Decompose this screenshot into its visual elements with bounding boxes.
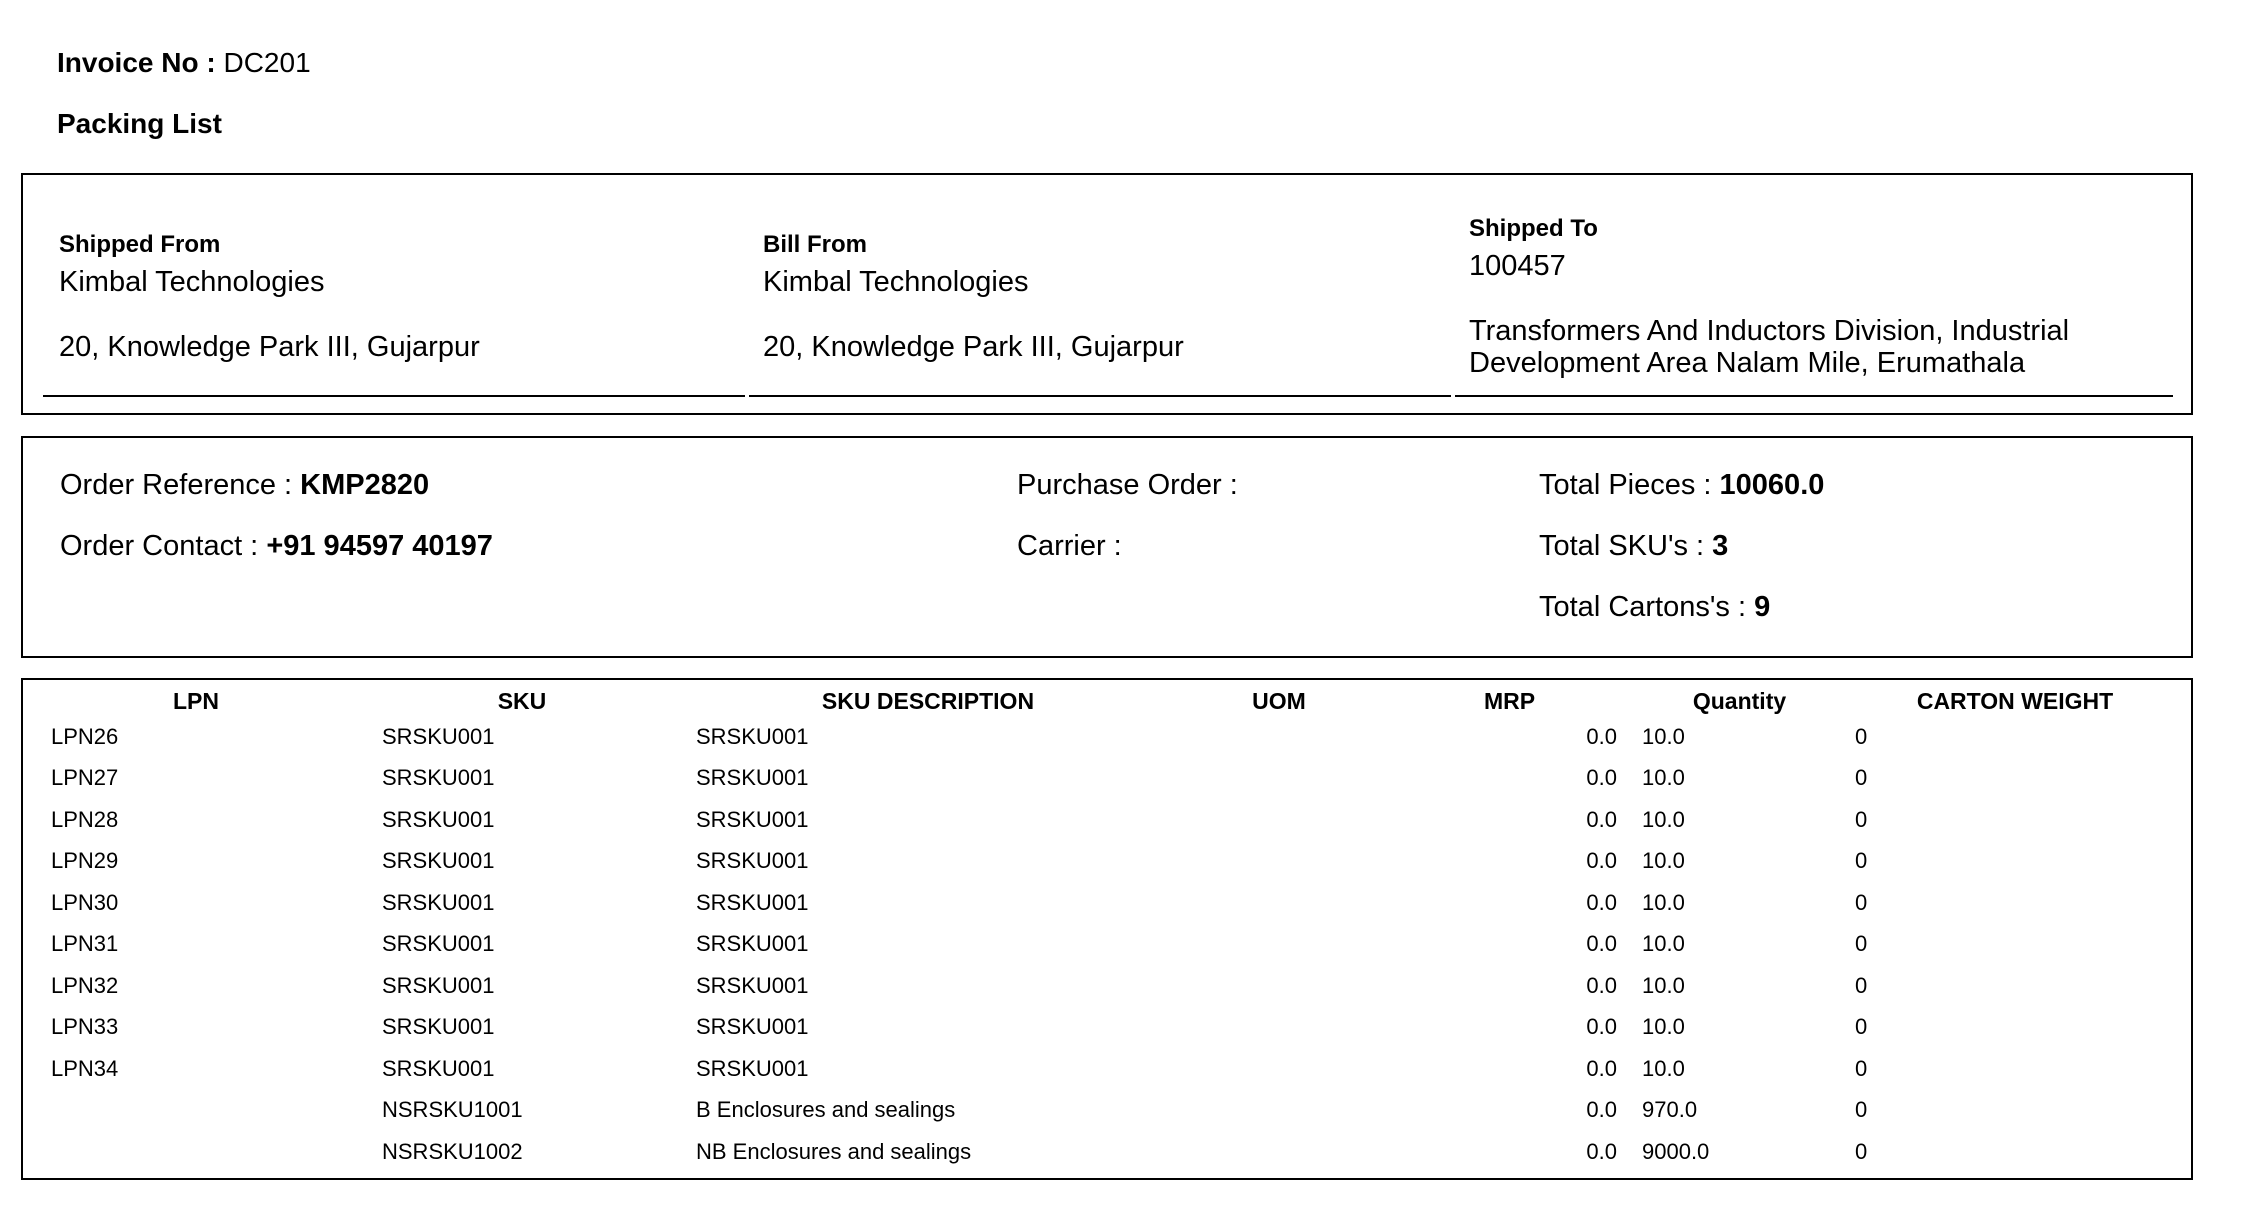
cell-quantity: 10.0 bbox=[1642, 972, 1685, 998]
table-row bbox=[33, 799, 2183, 841]
table-row bbox=[33, 1090, 2183, 1132]
table-row bbox=[33, 965, 2183, 1007]
cell-sku-description: SRSKU001 bbox=[696, 889, 809, 915]
cell-sku-description: SRSKU001 bbox=[696, 765, 809, 791]
cell-sku: SRSKU001 bbox=[382, 972, 495, 998]
shipped-from-name: Kimbal Technologies bbox=[59, 266, 325, 298]
cell-sku-description: SRSKU001 bbox=[696, 1014, 809, 1040]
cell-sku: SRSKU001 bbox=[382, 765, 495, 791]
shipped-from-address: 20, Knowledge Park III, Gujarpur bbox=[59, 331, 480, 363]
cell-sku: SRSKU001 bbox=[382, 848, 495, 874]
cell-lpn: LPN28 bbox=[51, 806, 119, 832]
column-header-sku: SKU bbox=[497, 687, 547, 714]
table-row bbox=[33, 924, 2183, 966]
cell-mrp: 0.0 bbox=[1586, 931, 1617, 957]
table-header-row bbox=[33, 686, 2183, 716]
cell-sku: SRSKU001 bbox=[382, 1055, 495, 1081]
cell-lpn: LPN27 bbox=[51, 765, 119, 791]
bill-from-label: Bill From bbox=[763, 231, 868, 258]
invoice-number-value: DC201 bbox=[223, 47, 311, 78]
shipped-to-label: Shipped To bbox=[1469, 215, 1598, 242]
cell-carton-weight: 0 bbox=[1855, 972, 1868, 998]
cell-carton-weight: 0 bbox=[1855, 806, 1868, 832]
invoice-number-label: Invoice No : bbox=[57, 47, 216, 78]
cell-lpn: LPN29 bbox=[51, 848, 119, 874]
table-row bbox=[33, 1131, 2183, 1173]
cell-carton-weight: 0 bbox=[1855, 1055, 1868, 1081]
order-reference-label: Order Reference : bbox=[60, 469, 293, 501]
cell-lpn: LPN34 bbox=[51, 1055, 119, 1081]
cell-uom bbox=[1171, 1007, 1387, 1049]
cell-mrp: 0.0 bbox=[1586, 1097, 1617, 1123]
table-row bbox=[33, 758, 2183, 800]
cell-carton-weight: 0 bbox=[1855, 889, 1868, 915]
cell-lpn: LPN33 bbox=[51, 1014, 119, 1040]
total-cartons-value: 9 bbox=[1754, 591, 1771, 623]
cell-quantity: 10.0 bbox=[1642, 889, 1685, 915]
cell-lpn: LPN31 bbox=[51, 931, 119, 957]
cell-quantity: 10.0 bbox=[1642, 848, 1685, 874]
total-skus bbox=[1539, 529, 1728, 563]
shipped-to-block bbox=[1455, 175, 2173, 397]
column-header-uom: UOM bbox=[1252, 687, 1306, 714]
bill-from-address: 20, Knowledge Park III, Gujarpur bbox=[763, 331, 1184, 363]
cell-mrp: 0.0 bbox=[1586, 848, 1617, 874]
cell-mrp: 0.0 bbox=[1586, 1055, 1617, 1081]
cell-sku-description: SRSKU001 bbox=[696, 972, 809, 998]
cell-uom bbox=[1171, 965, 1387, 1007]
order-contact-value: +91 94597 40197 bbox=[266, 530, 493, 562]
cell-uom bbox=[1171, 841, 1387, 883]
cell-quantity: 10.0 bbox=[1642, 806, 1685, 832]
cell-uom bbox=[1171, 1131, 1387, 1173]
cell-sku-description: SRSKU001 bbox=[696, 723, 809, 749]
order-reference-value: KMP2820 bbox=[300, 469, 430, 501]
table-row bbox=[33, 841, 2183, 883]
cell-mrp: 0.0 bbox=[1586, 765, 1617, 791]
column-header-quantity: Quantity bbox=[1692, 687, 1787, 714]
cell-sku: SRSKU001 bbox=[382, 931, 495, 957]
shipped-from-block bbox=[43, 175, 745, 397]
cell-lpn bbox=[33, 1090, 359, 1132]
cell-quantity: 10.0 bbox=[1642, 765, 1685, 791]
items-section bbox=[21, 678, 2193, 1180]
cell-quantity: 970.0 bbox=[1642, 1097, 1698, 1123]
cell-sku: NSRSKU1002 bbox=[382, 1138, 523, 1164]
column-header-lpn: LPN bbox=[173, 687, 219, 714]
cell-mrp: 0.0 bbox=[1586, 723, 1617, 749]
cell-sku-description: B Enclosures and sealings bbox=[696, 1097, 956, 1123]
address-section bbox=[21, 173, 2193, 415]
cell-quantity: 10.0 bbox=[1642, 931, 1685, 957]
cell-quantity: 10.0 bbox=[1642, 1055, 1685, 1081]
cell-mrp: 0.0 bbox=[1586, 889, 1617, 915]
shipped-to-address: Transformers And Inductors Division, Industrial Development Area Nalam Mile, Erumathala bbox=[1469, 315, 2070, 379]
cell-sku: SRSKU001 bbox=[382, 889, 495, 915]
cell-uom bbox=[1171, 716, 1387, 758]
cell-sku-description: SRSKU001 bbox=[696, 806, 809, 832]
total-pieces bbox=[1539, 468, 1824, 502]
cell-lpn: LPN30 bbox=[51, 889, 119, 915]
order-summary-section bbox=[21, 436, 2193, 658]
cell-quantity: 10.0 bbox=[1642, 1014, 1685, 1040]
cell-carton-weight: 0 bbox=[1855, 848, 1868, 874]
cell-quantity: 10.0 bbox=[1642, 723, 1685, 749]
cell-sku-description: SRSKU001 bbox=[696, 1055, 809, 1081]
order-contact-label: Order Contact : bbox=[60, 530, 259, 562]
table-body bbox=[33, 716, 2183, 1173]
cell-lpn: LPN32 bbox=[51, 972, 119, 998]
cell-uom bbox=[1171, 799, 1387, 841]
cell-sku-description: SRSKU001 bbox=[696, 848, 809, 874]
cell-uom bbox=[1171, 758, 1387, 800]
cell-uom bbox=[1171, 1090, 1387, 1132]
cell-mrp: 0.0 bbox=[1586, 972, 1617, 998]
column-header-mrp: MRP bbox=[1483, 687, 1536, 714]
cell-carton-weight: 0 bbox=[1855, 1097, 1868, 1123]
cell-sku-description: NB Enclosures and sealings bbox=[696, 1138, 972, 1164]
cell-carton-weight: 0 bbox=[1855, 765, 1868, 791]
cell-sku-description: SRSKU001 bbox=[696, 931, 809, 957]
cell-carton-weight: 0 bbox=[1855, 723, 1868, 749]
cell-sku: SRSKU001 bbox=[382, 806, 495, 832]
total-skus-value: 3 bbox=[1712, 530, 1729, 562]
document-title: Packing List bbox=[57, 108, 222, 139]
total-pieces-value: 10060.0 bbox=[1719, 469, 1825, 501]
table-row bbox=[33, 1007, 2183, 1049]
cell-sku: SRSKU001 bbox=[382, 1014, 495, 1040]
cell-mrp: 0.0 bbox=[1586, 1138, 1617, 1164]
packing-items-table bbox=[33, 686, 2183, 1173]
total-skus-label: Total SKU's : bbox=[1539, 530, 1705, 562]
bill-from-block bbox=[749, 175, 1451, 397]
cell-lpn: LPN26 bbox=[51, 723, 119, 749]
table-row bbox=[33, 882, 2183, 924]
cell-sku: NSRSKU1001 bbox=[382, 1097, 523, 1123]
cell-uom bbox=[1171, 924, 1387, 966]
cell-lpn bbox=[33, 1131, 359, 1173]
cell-uom bbox=[1171, 882, 1387, 924]
invoice-number-line bbox=[57, 46, 311, 80]
cell-mrp: 0.0 bbox=[1586, 1014, 1617, 1040]
purchase-order-label: Purchase Order : bbox=[1017, 469, 1238, 501]
bill-from-name: Kimbal Technologies bbox=[763, 266, 1029, 298]
table-row bbox=[33, 716, 2183, 758]
cell-quantity: 9000.0 bbox=[1642, 1138, 1710, 1164]
cell-uom bbox=[1171, 1048, 1387, 1090]
column-header-carton-weight: CARTON WEIGHT bbox=[1916, 687, 2114, 714]
order-contact bbox=[60, 529, 493, 563]
purchase-order bbox=[1017, 468, 1238, 502]
cell-carton-weight: 0 bbox=[1855, 1138, 1868, 1164]
cell-carton-weight: 0 bbox=[1855, 1014, 1868, 1040]
total-cartons bbox=[1539, 590, 1770, 624]
cell-carton-weight: 0 bbox=[1855, 931, 1868, 957]
shipped-from-label: Shipped From bbox=[59, 231, 221, 258]
order-reference bbox=[60, 468, 429, 502]
carrier bbox=[1017, 529, 1122, 563]
table-row bbox=[33, 1048, 2183, 1090]
shipped-to-name: 100457 bbox=[1469, 250, 1566, 282]
total-cartons-label: Total Cartons's : bbox=[1539, 591, 1747, 623]
cell-mrp: 0.0 bbox=[1586, 806, 1617, 832]
cell-sku: SRSKU001 bbox=[382, 723, 495, 749]
column-header-sku-description: SKU DESCRIPTION bbox=[821, 687, 1035, 714]
total-pieces-label: Total Pieces : bbox=[1539, 469, 1712, 501]
carrier-label: Carrier : bbox=[1017, 530, 1122, 562]
